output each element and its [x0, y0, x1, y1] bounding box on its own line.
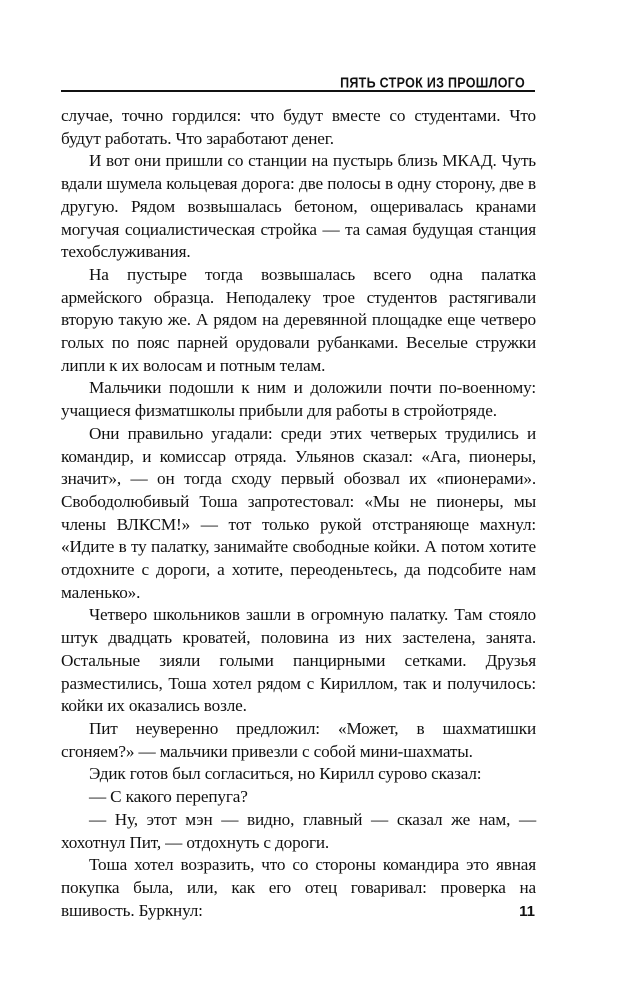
paragraph-3: На пустыре тогда возвышалась всего одна палатка армейского образца. Неподалеку трое студентов растягивали вторую такую же. А рядом на деревянной площадке еще четверо голых по пояс парней орудовали рубанками. Веселые стружки липли к их волосам и потным телам. — [61, 264, 536, 375]
body-text — [61, 105, 536, 922]
header-rule — [61, 90, 535, 92]
paragraph-4: Мальчики подошли к ним и доложили почти по-военному: учащиеся физматшколы прибыли для работы в стройотряде. — [61, 378, 536, 421]
running-header-title: ПЯТЬ СТРОК ИЗ ПРОШЛОГО — [340, 74, 525, 92]
paragraph-9: — С какого перепуга? — [89, 787, 248, 807]
paragraph-10: — Ну, этот мэн — видно, главный — сказал же нам, — хохотнул Пит, — отдохнуть с дороги. — [61, 809, 536, 852]
page-number: 11 — [519, 903, 535, 920]
paragraph-5: Они правильно угадали: среди этих четверых трудились и командир, и комиссар отряда. Ульянов сказал: «Ага, пионеры, значит», — он тогда сходу первый обозвал их «пионерами». Свободолюбивый Тоша запротестовал: «Мы не пионеры, мы члены ВЛКСМ!» — тот только рукой отстраняюще махнул: «Идите в ту палатку, занимайте свободные койки. А потом хотите отдохните с дороги, а хотите, переоденьтесь, да подсобите нам маленько». — [61, 423, 536, 602]
paragraph-1: случае, точно гордился: что будут вместе со студентами. Что будут работать. Что заработают денег. — [61, 106, 536, 148]
paragraph-7: Пит неуверенно предложил: «Может, в шахматишки сгоняем?» — мальчики привезли с собой мини-шахматы. — [61, 718, 536, 761]
paragraph-11: Тоша хотел возразить, что со стороны командира это явная покупка была, или, как его отец говаривал: проверка на вшивость. Буркнул: — [61, 855, 536, 920]
paragraph-6: Четверо школьников зашли в огромную палатку. Там стояло штук двадцать кроватей, половина из них застелена, занята. Остальные зияли голыми панцирными сетками. Друзья разместились, Тоша хотел рядом с Кириллом, так и получилось: койки их оказались возле. — [61, 605, 536, 716]
paragraph-2: И вот они пришли со станции на пустырь близь МКАД. Чуть вдали шумела кольцевая дорога: две полосы в одну сторону, две в другую. Рядом возвышалась бетоном, ощеривалась кранами могучая социалистическая стройка — та самая будущая станция техобслуживания. — [61, 151, 536, 262]
paragraph-8: Эдик готов был согласиться, но Кирилл сурово сказал: — [89, 764, 482, 784]
